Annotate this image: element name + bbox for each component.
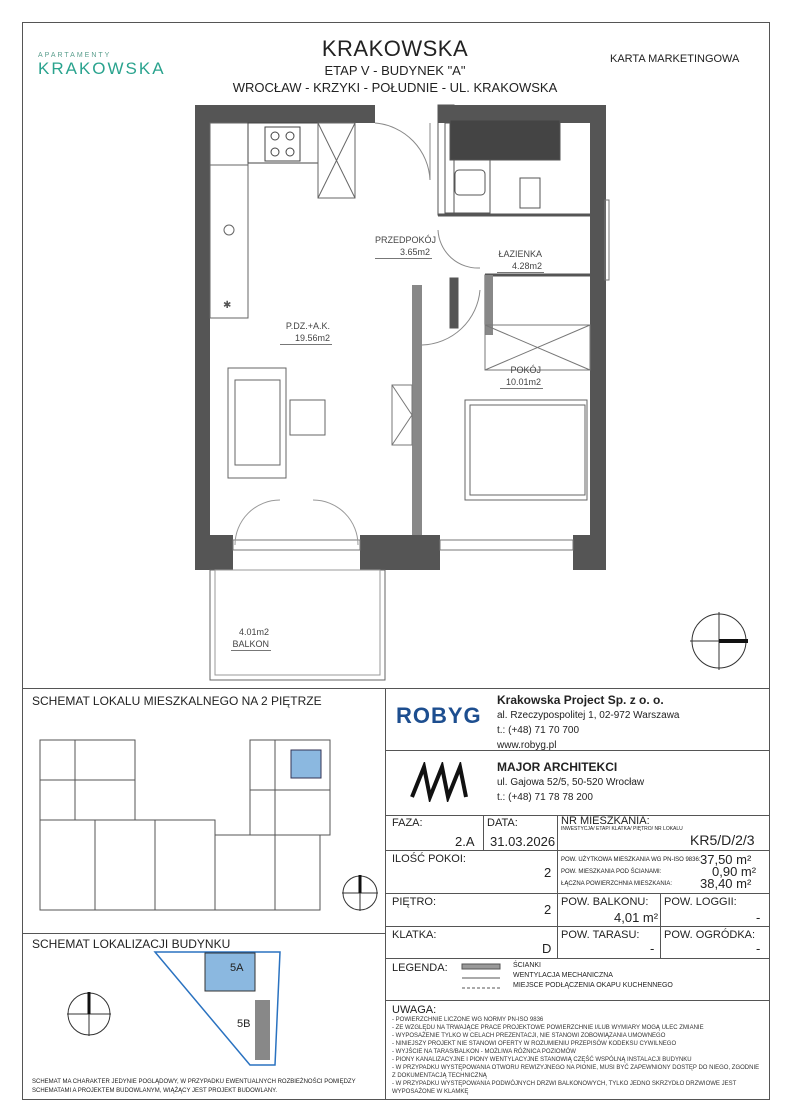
pietro-value: 2 <box>544 902 552 917</box>
bed <box>465 400 587 500</box>
room-label-balkon <box>231 626 271 651</box>
building-label-5a: 5A <box>230 962 244 974</box>
data-value: 31.03.2026 <box>490 834 556 849</box>
kitchen-counter <box>210 123 248 318</box>
sliding-wardrobe <box>392 385 412 445</box>
note-item: - PIONY KANALIZACYJNE I PIONY WENTYLACYJNE STANOWIĄ CZĘŚĆ WSPÓLNĄ INSTALACJI BUDYNKU <box>392 1057 692 1063</box>
notes-title: UWAGA: <box>392 1004 437 1016</box>
table-line <box>385 850 770 851</box>
logo-main-text: KRAKOWSKA <box>38 59 166 78</box>
pow-laczna-label: ŁĄCZNA POWIERZCHNIA MIESZKANIA: <box>561 881 673 887</box>
schemat-lokalu-title: SCHEMAT LOKALU MIESZKALNEGO NA 2 PIĘTRZE <box>32 694 322 708</box>
note-item: - POWIERZCHNIE LICZONE WG NORMY PN-ISO 9836 <box>392 1017 544 1023</box>
pow-pod-scianami-label: POW. MIESZKANIA POD ŚCIANAMI: <box>561 869 662 875</box>
legend-item: WENTYLACJA MECHANICZNA <box>513 972 613 979</box>
major-logo-icon <box>410 762 470 802</box>
divider <box>385 750 770 751</box>
nr-label: NR MIESZKANIA: <box>561 815 650 827</box>
nr-value: KR5/D/2/3 <box>690 832 755 848</box>
klatka-label: KLATKA: <box>392 929 437 941</box>
architect-info <box>497 760 644 805</box>
loggia-value: - <box>756 910 761 925</box>
room-area: 10.01m2 <box>505 377 541 387</box>
table-line <box>385 926 770 927</box>
legend-items <box>513 961 673 991</box>
ogrodek-value: - <box>756 941 761 956</box>
room-name: BALKON <box>232 639 269 649</box>
floor-schema <box>35 730 380 930</box>
table-line <box>660 893 661 958</box>
architect-phone: t.: (+48) 71 78 78 200 <box>497 792 593 803</box>
cooktop <box>248 123 318 163</box>
legend-title: LEGENDA: <box>392 962 448 974</box>
floor-plan <box>180 100 620 690</box>
divider <box>22 688 770 689</box>
note-item: - WYJŚCIE NA TARAS/BALKON - MOŻLIWA RÓŻNICA POZIOMÓW <box>392 1049 576 1055</box>
note-item: - W PRZYPADKU WYSTĘPOWANIA OTWORU REWIZYJNEGO NA PIONIE, MUSI BYĆ ZAPEWNIONY DOSTĘP DO NIEGO, ZGODNIE Z DOKUMENTACJĄ TECHNICZNĄ <box>392 1065 760 1079</box>
loggia-label: POW. LOGGII: <box>664 896 737 908</box>
legend-symbols <box>460 962 505 994</box>
faza-label: FAZA: <box>392 817 423 829</box>
room-area: 4.01m2 <box>238 627 269 637</box>
room-label-przedpokoj <box>375 234 437 259</box>
sofa <box>228 368 286 478</box>
legend-item: MIEJSCE PODŁĄCZENIA OKAPU KUCHENNEGO <box>513 982 673 989</box>
table-line <box>385 1000 770 1001</box>
logo-top-text: APARTAMENTY <box>38 52 112 59</box>
location-subtitle: WROCŁAW - KRZYKI - POŁUDNIE - UL. KRAKOWSKA <box>232 80 558 95</box>
developer-phone: t.: (+48) 71 70 700 <box>497 725 580 736</box>
balkon-value: 4,01 m² <box>614 910 659 925</box>
pow-uzytkowa-label: POW. UŻYTKOWA MIESZKANIA WG PN-ISO 9836: <box>561 857 701 863</box>
apartment-highlight <box>291 750 321 778</box>
legend-item: ŚCIANKI <box>513 962 542 969</box>
divider <box>22 933 385 934</box>
disclaimer: SCHEMAT MA CHARAKTER JEDYNIE POGLĄDOWY, W PRZYPADKU EWENTUALNYCH ROZBIEŻNOŚCI POMIĘDZY SCHEMATAMI A PROJEKTEM BUDOWLANYM, WIĄŻĄCY JEST PROJEKT BUDOWLANY. <box>32 1079 356 1094</box>
balcony-door-swing-left <box>235 500 280 545</box>
note-item: - WYPOSAŻENIE TYLKO W CELACH PREZENTACJI, NIE STANOWI ZOBOWIĄZANIA UMOWNEGO <box>392 1033 666 1039</box>
card-label: KARTA MARKETINGOWA <box>610 53 740 65</box>
table-line <box>385 893 770 894</box>
taras-value: - <box>650 941 655 956</box>
room-area: 19.56m2 <box>294 333 330 343</box>
room-name: PRZEDPOKÓJ <box>375 235 437 245</box>
robyg-logo: ROBYG <box>396 703 482 728</box>
schemat-lokalizacji-title: SCHEMAT LOKALIZACJI BUDYNKU <box>32 937 231 951</box>
data-label: DATA: <box>487 817 518 829</box>
page-title: KRAKOWSKA <box>321 36 469 61</box>
room-label-pdz <box>280 320 332 345</box>
pow-laczna-value: 38,40 m² <box>700 876 752 891</box>
table-line <box>557 815 558 958</box>
stage-subtitle: ETAP V - BUDYNEK "A" <box>324 63 466 78</box>
developer-web: www.robyg.pl <box>497 740 557 751</box>
architect-address: ul. Gajowa 52/5, 50-520 Wrocław <box>497 777 645 788</box>
nr-sub: INWESTYCJA/ ETAP/ KLATKA/ PIĘTRO/ NR LOKALU <box>561 826 683 832</box>
balcony-door-swing-right <box>313 500 358 545</box>
room-area: 3.65m2 <box>399 247 430 257</box>
pokoje-label: ILOŚĆ POKOI: <box>392 853 466 865</box>
building-label-5b: 5B <box>237 1018 251 1030</box>
taras-label: POW. TARASU: <box>561 929 640 941</box>
room-name: POKÓJ <box>510 365 541 375</box>
balcony <box>210 570 385 680</box>
svg-text:✱: ✱ <box>223 300 232 311</box>
apartamenty-logo <box>38 52 168 79</box>
entrance-door-swing <box>375 123 430 180</box>
note-item: - W PRZYPADKU WYSTĘPOWANIA PODWÓJNYCH DRZWI BALKONOWYCH, TYLKO JEDNO SKRZYDŁO DRZWIOWE JEST WYPOSAŻONE W KLAMKĘ <box>392 1081 737 1095</box>
pietro-label: PIĘTRO: <box>392 896 437 908</box>
klatka-value: D <box>542 941 552 956</box>
bathroom-door-swing <box>438 230 480 268</box>
note-item: - ZE WZGLĘDU NA TRWAJĄCE PRACE PROJEKTOWE POWIERZCHNIE I/LUB WYMIARY MOGĄ ULEC ZMIANIE <box>392 1025 704 1031</box>
table-line <box>483 815 484 850</box>
notes-list <box>392 1016 764 1096</box>
compass-icon <box>688 610 750 672</box>
ogrodek-label: POW. OGRÓDKA: <box>664 929 756 941</box>
compass-location-icon <box>65 990 113 1038</box>
room-name: P.DZ.+A.K. <box>285 321 330 331</box>
developer-info <box>497 693 680 753</box>
ventilation-shaft <box>318 123 355 198</box>
room-label-pokoj <box>500 364 543 389</box>
architect-name: MAJOR ARCHITEKCI <box>497 760 618 774</box>
note-item: - NINIEJSZY PROJEKT NIE STANOWI OFERTY W ROZUMIENIU PRZEPISÓW KODEKSU CYWILNEGO <box>392 1041 677 1047</box>
pow-pod-scianami-value: 0,90 m² <box>712 864 757 879</box>
coffee-table <box>290 400 325 435</box>
developer-address: al. Rzeczypospolitej 1, 02-972 Warszawa <box>497 710 680 721</box>
kitchen-column <box>210 123 248 165</box>
table-line <box>385 958 770 959</box>
balkon-label: POW. BALKONU: <box>561 896 649 908</box>
faza-value: 2.A <box>455 834 475 849</box>
room-name: ŁAZIENKA <box>498 249 542 259</box>
developer-name: Krakowska Project Sp. z o. o. <box>497 693 664 707</box>
pow-uzytkowa-value: 37,50 m² <box>700 852 752 867</box>
location-schema <box>150 950 290 1075</box>
compass-small-icon <box>340 873 380 913</box>
room-area: 4.28m2 <box>511 261 542 271</box>
pokoje-value: 2 <box>544 865 552 880</box>
room-label-lazienka <box>497 248 544 273</box>
